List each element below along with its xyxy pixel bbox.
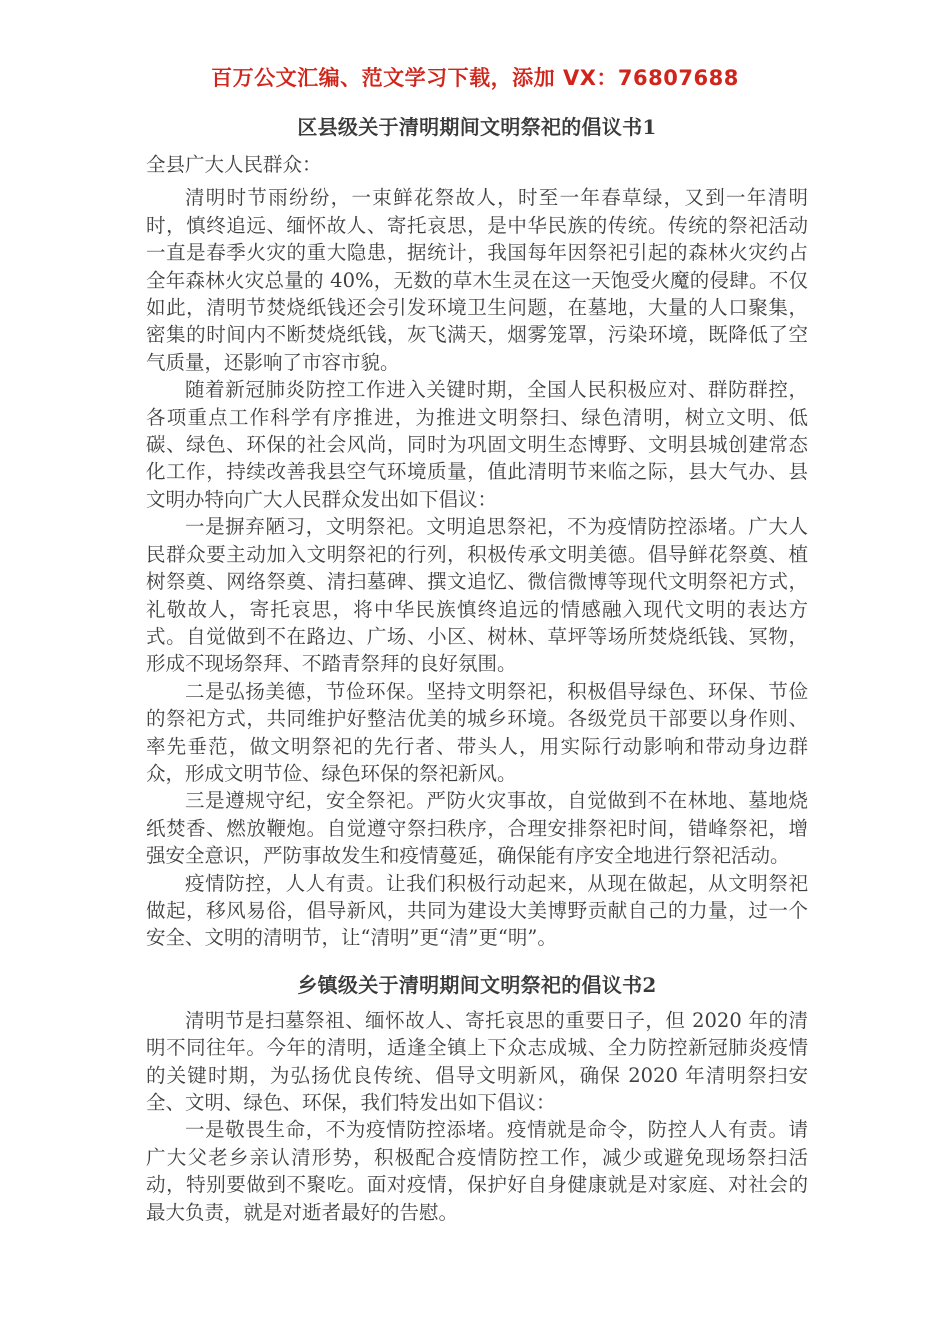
- paragraph: 三是遵规守纪，安全祭祀。严防火灾事故，自觉做到不在林地、墓地烧纸焚香、燃放鞭炮。自觉遵守祭扫秩序，合理安排祭祀时间，错峰祭祀，增强安全意识，严防事故发生和疫情蔓延，确保能有序安全地进行祭祀活动。: [146, 789, 808, 868]
- paragraph: 清明时节雨纷纷，一束鲜花祭故人，时至一年春草绿，又到一年清明时，慎终追远、缅怀故人、寄托哀思，是中华民族的传统。传统的祭祀活动一直是春季火灾的重大隐患，据统计，我国每年因祭祀引起的森林火灾约占全年森林火灾总量的 40%，无数的草木生灵在这一天饱受火魔的侵肆。不仅如此，清明节焚烧纸钱还会引发环境卫生问题，在墓地，大量的人口聚集，密集的时间内不断焚烧纸钱，灰飞满天，烟雾笼罩，污染环境，既降低了空气质量，还影响了市容市貌。: [146, 186, 808, 374]
- paragraph: 一是敬畏生命，不为疫情防控添堵。疫情就是命令，防控人人有责。请广大父老乡亲认清形势，积极配合疫情防控工作，减少或避免现场祭扫活动，特别要做到不聚吃。面对疫情，保护好自身健康就是对家庭、对社会的最大负责，就是对逝者最好的告慰。: [146, 1118, 808, 1224]
- document-body: [146, 112, 808, 1226]
- paragraph: 二是弘扬美德，节俭环保。坚持文明祭祀，积极倡导绿色、环保、节俭的祭祀方式，共同维护好整洁优美的城乡环境。各级党员干部要以身作则、率先垂范，做文明祭祀的先行者、带头人，用实际行动影响和带动身边群众，形成文明节俭、绿色环保的祭祀新风。: [146, 679, 808, 785]
- promo-banner: 百万公文汇编、范文学习下载，添加 VX：76807688: [211, 66, 739, 90]
- paragraph: 清明节是扫墓祭祖、缅怀故人、寄托哀思的重要日子，但 2020 年的清明不同往年。今年的清明，适逢全镇上下众志成城、全力防控新冠肺炎疫情的关键时期，为弘扬优良传统、倡导文明新风，确保 2020 年清明祭扫安全、文明、绿色、环保，我们特发出如下倡议：: [146, 1008, 808, 1114]
- paragraph: 随着新冠肺炎防控工作进入关键时期，全国人民积极应对、群防群控，各项重点工作科学有序推进，为推进文明祭扫、绿色清明，树立文明、低碳、绿色、环保的社会风尚，同时为巩固文明生态博野、文明县城创建常态化工作，持续改善我县空气环境质量，值此清明节来临之际，县大气办、县文明办特向广大人民群众发出如下倡议：: [146, 378, 808, 511]
- paragraph: 一是摒弃陋习，文明祭祀。文明追思祭祀，不为疫情防控添堵。广大人民群众要主动加入文明祭祀的行列，积极传承文明美德。倡导鲜花祭奠、植树祭奠、网络祭奠、清扫墓碑、撰文追忆、微信微博等现代文明祭祀方式，礼敬故人，寄托哀思，将中华民族慎终追远的情感融入现代文明的表达方式。自觉做到不在路边、广场、小区、树林、草坪等场所焚烧纸钱、冥物，形成不现场祭拜、不踏青祭拜的良好氛围。: [146, 515, 808, 676]
- section-heading-1: 区县级关于清明期间文明祭祀的倡议书1: [297, 115, 657, 139]
- salutation-1: 全县广大人民群众：: [146, 153, 322, 176]
- paragraph: 疫情防控，人人有责。让我们积极行动起来，从现在做起，从文明祭祀做起，移风易俗，倡导新风，共同为建设大美博野贡献自己的力量，过一个安全、文明的清明节，让“清明”更“清”更“明”。: [146, 871, 808, 950]
- section-heading-2: 乡镇级关于清明期间文明祭祀的倡议书2: [297, 972, 657, 997]
